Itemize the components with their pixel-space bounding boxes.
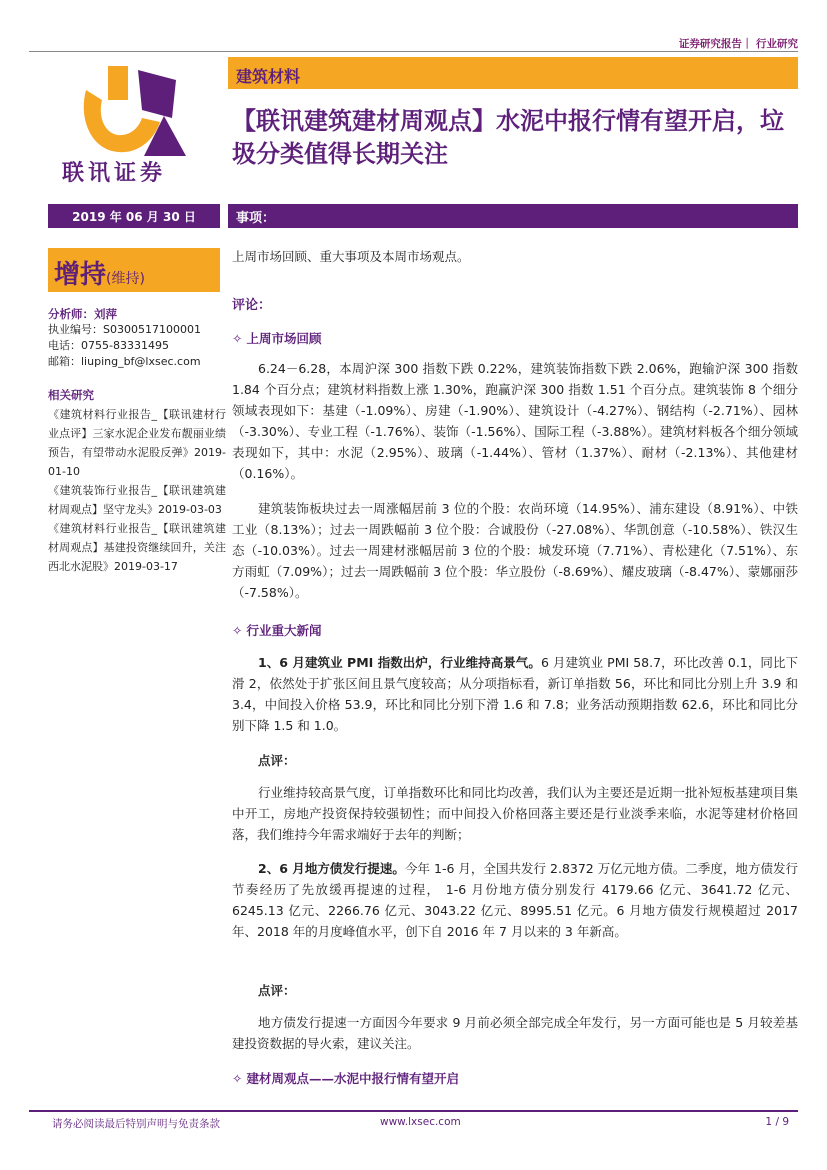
company-name: 联讯证券 [62, 161, 167, 186]
comment-1-body [232, 782, 798, 845]
analyst-label: 分析师：刘萍 [48, 307, 117, 321]
related-label: 相关研究 [48, 388, 94, 402]
comment-2 [232, 980, 798, 1001]
related-item-2[interactable]: 《建筑装饰行业报告_【联讯建筑建材周观点】坚守龙头》2019-03-03 [48, 484, 226, 516]
footer-disclaimer[interactable]: 请务必阅读最后特别声明与免责条款 [52, 1118, 220, 1130]
footer-divider [29, 1110, 798, 1112]
analyst-email: 邮箱：liuping_bf@lxsec.com [48, 355, 201, 368]
event-text: 上周市场回顾、重大事项及本周市场观点。 [232, 249, 470, 264]
comment-2-body [232, 1012, 798, 1054]
footer-website[interactable]: www.lxsec.com [380, 1116, 461, 1128]
page-number: 1 / 9 [765, 1116, 789, 1128]
report-date: 2019 年 06 月 30 日 [72, 210, 196, 224]
event-label: 事项： [236, 211, 276, 226]
rating [54, 254, 145, 291]
news-2-title: 2、6 月地方债发行提速。 [258, 861, 405, 876]
report-title: 【联讯建筑建材周观点】水泥中报行情有望开启，垃圾分类值得长期关注 [232, 107, 784, 168]
related-item-3[interactable]: 《建筑材料行业报告_【联讯建筑建材周观点】基建投资继续回升，关注西北水泥股》2019-03-17 [48, 522, 226, 573]
header-divider [29, 51, 798, 52]
comment-label [232, 294, 798, 316]
comment-2-text: 地方债发行提速一方面因今年要求 9 月前必须全部完成全年发行，另一方面可能也是 5 月较差基建投资数据的导火索，建议关注。 [232, 1015, 798, 1051]
news-1 [232, 652, 798, 736]
news-2 [232, 858, 798, 942]
analyst-info [48, 306, 226, 370]
section-industry-news-title: 行业重大新闻 [246, 623, 322, 638]
news-1-title: 1、6 月建筑业 PMI 指数出炉，行业维持高景气。 [258, 655, 541, 670]
rating-main: 增持 [54, 260, 107, 290]
diamond-icon: ✧ [232, 1071, 243, 1086]
market-review-para-2 [232, 498, 798, 603]
market-review-text-2: 建筑装饰板块过去一周涨幅居前 3 位的个股：农尚环境（14.95%）、浦东建设（8.91%）、中铁工业（8.13%）；过去一周跌幅前 3 位个股：合诚股份（-27.08%）、华凯创意（-10.58%）、铁汉生态（-10.03%）。过去一周建材涨幅居前 3 位的个股：城发环境（7.71%）、青松建化（7.51%）、东方雨虹（7.09%）；过去一周跌幅前 3 位个股：华立股份（-8.69%）、耀皮玻璃（-8.47%）、蒙娜丽莎（-7.58%）。 [232, 501, 798, 600]
comment-2-label: 点评： [258, 983, 296, 998]
rating-sub: (维持) [106, 271, 145, 287]
section-weekly-view-title: 建材周观点——水泥中报行情有望开启 [246, 1071, 459, 1086]
comment-1-label: 点评： [258, 753, 296, 768]
related-research [48, 386, 226, 576]
diamond-icon: ✧ [232, 331, 243, 346]
event-banner [228, 204, 798, 228]
news-2-text: 今年 1-6 月，全国共发行 2.8372 万亿元地方债。二季度，地方债发行节奏经历了先放缓再提速的过程， 1-6 月份地方债分别发行 4179.66 亿元、3641.72 亿元、6245.13 亿元、2266.76 亿元、3043.22 亿元、8995.51 亿元。6 月地方债发行规模超过 2017 年、2018 年的月度峰值水平，创下自 2016 年 7 月以来的 3 年新高。 [232, 861, 798, 939]
sector-label: 建筑材料 [236, 67, 301, 86]
section-market-review [232, 328, 798, 349]
related-item-1[interactable]: 《建筑材料行业报告_【联讯建材行业点评】三家水泥企业发布靓丽业绩预告，有望带动水泥股反弹》2019-01-10 [48, 408, 226, 478]
market-review-text-1: 6.24－6.28，本周沪深 300 指数下跌 0.22%，建筑装饰指数下跌 2.06%，跑输沪深 300 指数 1.84 个百分点；建筑材料指数上涨 1.30%，跑赢沪深 300 指数 1.51 个百分点。建筑装饰 8 个细分领域表现如下：基建（-1.09%）、房建（-1.90%）、建筑设计（-4.27%）、钢结构（-2.71%）、园林（-3.30%）、专业工程（-1.76%）、装饰（-1.56%）、国际工程（-3.88%）。建筑材料板各个细分领域表现如下，其中：水泥（2.95%）、玻璃（-1.44%）、管材（1.37%）、耐材（-2.13%）、其他建材（0.16%）。 [232, 361, 798, 481]
comment-1 [232, 750, 798, 771]
market-review-para-1 [232, 358, 798, 484]
section-weekly-view [232, 1068, 798, 1089]
section-market-review-title: 上周市场回顾 [246, 331, 322, 346]
analyst-license: 执业编号：S0300517100001 [48, 323, 201, 336]
report-type: 证券研究报告｜ 行业研究 [678, 38, 798, 50]
comment-1-text: 行业维持较高景气度，订单指数环比和同比均改善，我们认为主要还是近期一批补短板基建项目集中开工，房地产投资保持较强韧性；而中间投入价格回落主要还是行业淡季来临，水泥等建材价格回落，我们维持今年需求端好于去年的判断； [232, 785, 798, 842]
news-1-text: 6 月建筑业 PMI 58.7，环比改善 0.1，同比下滑 2，依然处于扩张区间且景气度较高；从分项指标看，新订单指数 56，环比和同比分别上升 3.9 和 3.4，中间投入价格 53.9，环比和同比分别下滑 1.6 和 7.8；业务活动预期指数 62.6，环比和同比分别下降 1.5 和 1.0。 [232, 655, 799, 733]
diamond-icon: ✧ [232, 623, 243, 638]
section-industry-news [232, 620, 798, 641]
comment-heading: 评论： [232, 298, 272, 313]
analyst-phone: 电话：0755-83331495 [48, 339, 169, 352]
sector-banner [228, 57, 798, 89]
